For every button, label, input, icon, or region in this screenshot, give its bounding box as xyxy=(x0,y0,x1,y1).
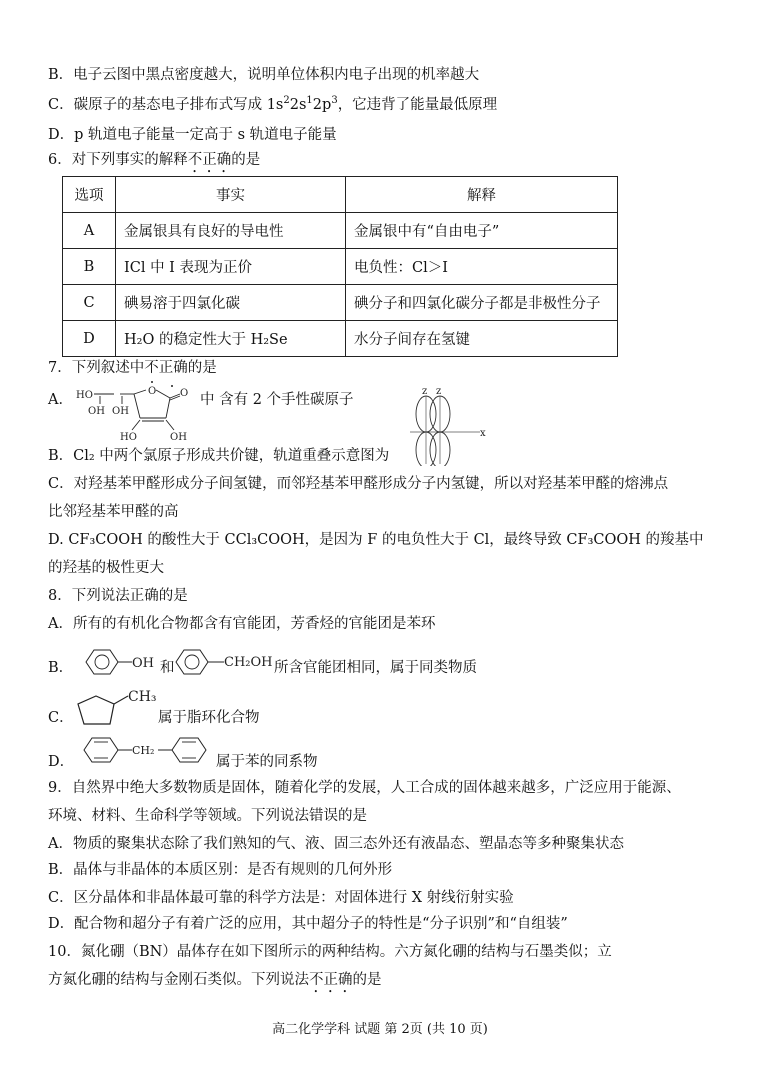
table-cell: 金属银具有良好的导电性 xyxy=(116,213,346,249)
benzyl-alcohol-structure xyxy=(172,644,278,680)
line-5c: C．碳原子的基态电子排布式写成 $1s^22s^12p^3$，它违背了能量最低原理 xyxy=(48,95,498,113)
option-8c-text: 属于脂环化合物 xyxy=(158,710,260,726)
ch3-label: CH₃ xyxy=(128,689,157,705)
table-header: 选项 xyxy=(63,177,116,213)
option-8b-label: B． xyxy=(48,660,74,676)
table-cell: C xyxy=(63,285,116,321)
page-footer: 高二化学学科 试题 第 2页 (共 10 页) xyxy=(272,1022,488,1037)
axis-x-label: x xyxy=(480,428,486,439)
diphenylmethane-structure xyxy=(78,730,218,770)
line-5d: D．p 轨道电子能量一定高于 s 轨道电子能量 xyxy=(48,127,337,143)
table-cell: D xyxy=(63,321,116,357)
oh-label: OH xyxy=(112,406,129,417)
ascorbic-structure xyxy=(72,380,202,442)
table-row xyxy=(63,321,618,357)
question-10-line1: 10．氮化硼（BN）晶体存在如下图所示的两种结构。六方氮化硼的结构与石墨类似；立 xyxy=(48,944,612,960)
table-cell: 碘易溶于四氯化碳 xyxy=(116,285,346,321)
and-word: 和 xyxy=(160,660,175,676)
ho-label: HO xyxy=(76,390,93,401)
phenol-structure xyxy=(74,644,164,680)
option-8a: A．所有的有机化合物都含有官能团，芳香烃的官能团是苯环 xyxy=(48,616,436,632)
option-7c-line1: C．对羟基苯甲醛形成分子间氢键，而邻羟基苯甲醛形成分子内氢键，所以对羟基苯甲醛的熔沸点 xyxy=(48,476,669,492)
table-header: 解释 xyxy=(346,177,618,213)
option-9d: D．配合物和超分子有着广泛的应用，其中超分子的特性是“分子识别”和“自组装” xyxy=(48,916,568,932)
keto-o-label: O xyxy=(180,388,189,399)
table-cell: 电负性：Cl＞I xyxy=(346,249,618,285)
option-7b: B．Cl₂ 中两个氯原子形成共价键，轨道重叠示意图为 xyxy=(48,448,390,464)
option-8d-label: D． xyxy=(48,754,75,770)
ch2oh-label: CH₂OH xyxy=(224,655,273,670)
option-7d-line1: D. CF₃COOH 的酸性大于 CCl₃COOH，是因为 F 的电负性大于 Cl，最终导致 CF₃COOH 的羧基中 xyxy=(48,532,704,548)
table-cell: 水分子间存在氢键 xyxy=(346,321,618,357)
question-9-line1: 9．自然界中绝大多数物质是固体，随着化学的发展，人工合成的固体越来越多，广泛应用于能源、 xyxy=(48,780,681,796)
ho-label: HO xyxy=(120,432,137,442)
question-7: 7．下列叙述中不正确的是 xyxy=(48,360,217,376)
table-cell: 碘分子和四氯化碳分子都是非极性分子 xyxy=(346,285,618,321)
methylcyclopentane-structure xyxy=(72,686,162,732)
table-row xyxy=(63,213,618,249)
question-8: 8．下列说法正确的是 xyxy=(48,588,188,604)
table-header-row xyxy=(63,177,618,213)
table-row xyxy=(63,285,618,321)
question-10-line2: 方氮化硼的结构与金刚石类似。下列说法不正确的是 xyxy=(48,972,382,988)
axis-z-label: z xyxy=(422,386,428,397)
oh-label: OH xyxy=(132,656,154,671)
option-7a-text: 中 含有 2 个手性碳原子 xyxy=(200,392,354,408)
oh-label: OH xyxy=(88,406,105,417)
table-cell: B xyxy=(63,249,116,285)
facts-table xyxy=(62,176,618,357)
axis-z-label: z xyxy=(436,386,442,397)
option-8d-text: 属于苯的同系物 xyxy=(216,754,318,770)
table-cell: H₂O 的稳定性大于 H₂Se xyxy=(116,321,346,357)
oh-label: OH xyxy=(170,432,187,442)
option-8c-label: C． xyxy=(48,710,74,726)
table-cell: ICl 中 I 表现为正价 xyxy=(116,249,346,285)
option-9b: B．晶体与非晶体的本质区别：是否有规则的几何外形 xyxy=(48,862,393,878)
option-9c: C．区分晶体和非晶体最可靠的科学方法是：对固体进行 X 射线衍射实验 xyxy=(48,890,514,906)
orbital-overlap-diagram xyxy=(408,384,488,466)
table-cell: 金属银中有“自由电子” xyxy=(346,213,618,249)
option-9a: A．物质的聚集状态除了我们熟知的气、液、固三态外还有液晶态、塑晶态等多种聚集状态 xyxy=(48,836,624,852)
ring-o-label: O xyxy=(148,386,157,397)
option-7a-label: A． xyxy=(48,392,73,408)
ch2-label: CH₂ xyxy=(132,744,155,757)
line-5b: B．电子云图中黑点密度越大，说明单位体积内电子出现的机率越大 xyxy=(48,67,480,83)
question-9-line2: 环境、材料、生命科学等领域。下列说法错误的是 xyxy=(48,808,367,824)
option-7c-line2: 比邻羟基苯甲醛的高 xyxy=(48,504,179,520)
option-8b-text: 所含官能团相同，属于同类物质 xyxy=(274,660,477,676)
table-header: 事实 xyxy=(116,177,346,213)
question-6: 6．对下列事实的解释不正确的是 xyxy=(48,152,261,168)
table-cell: A xyxy=(63,213,116,249)
option-7d-line2: 的羟基的极性更大 xyxy=(48,560,164,576)
table-row xyxy=(63,249,618,285)
